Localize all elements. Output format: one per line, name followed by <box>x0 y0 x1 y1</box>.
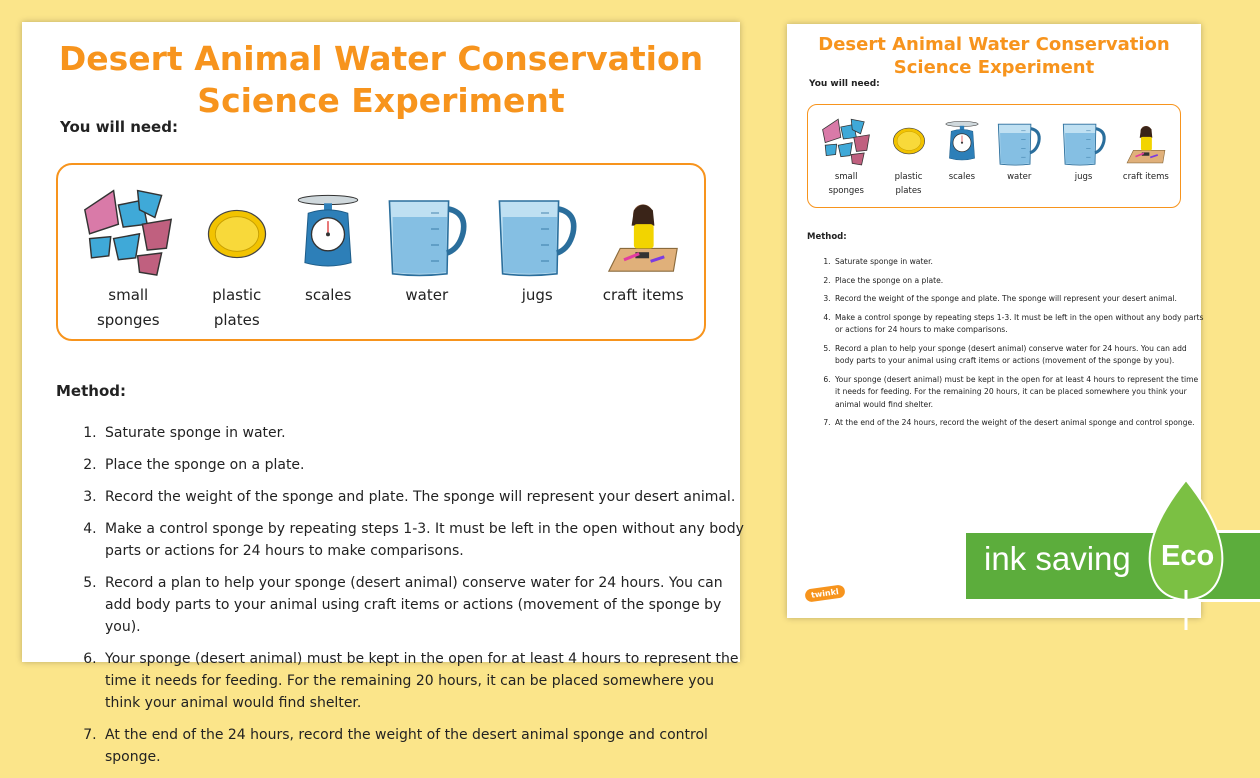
eco-text: Eco <box>1161 540 1215 572</box>
material-plates <box>199 177 275 333</box>
step-item: 4. Make a control sponge by repeating steps 1-3. It must be left in the open without any body parts or actions for 24 hours to make comparisons. <box>833 312 1205 337</box>
craft-items-icon <box>605 197 681 277</box>
material-label: craft items <box>602 286 684 304</box>
material-label: jugs <box>1074 172 1093 182</box>
step-item: 2. Place the sponge on a plate. <box>101 454 751 476</box>
jug-icon <box>1059 122 1109 166</box>
worksheet-page-large <box>22 22 744 765</box>
you-will-need-label: You will need: <box>60 118 178 136</box>
material-jugs <box>1059 112 1109 184</box>
step-item: 6. Your sponge (desert animal) must be kept in the open for at least 4 hours to represent the time it needs for feeding. For the remaining 20 hours, it can be placed somewhere you think your animal would find shelter. <box>101 648 751 714</box>
page-title <box>22 22 740 122</box>
craft-items-icon <box>1125 122 1167 166</box>
step-item: 4. Make a control sponge by repeating steps 1-3. It must be left in the open without any body parts or actions for 24 hours to make comparisons. <box>101 518 751 562</box>
worksheet-page-small <box>787 24 1204 618</box>
step-item: 2. Place the sponge on a plate. <box>833 275 1205 288</box>
method-label: Method: <box>56 382 126 400</box>
plate-icon <box>888 124 930 158</box>
title-line-2: Science Experiment <box>197 81 565 121</box>
scales-icon <box>944 118 980 166</box>
material-jugs <box>492 177 582 308</box>
you-will-need-label: You will need: <box>809 79 880 89</box>
method-label: Method: <box>807 232 847 242</box>
material-label: plastic plates <box>212 286 262 329</box>
material-label: water <box>1007 172 1032 182</box>
step-item: 1. Saturate sponge in water. <box>833 256 1205 269</box>
title-line-2: Science Experiment <box>893 57 1095 79</box>
material-label: craft items <box>1122 172 1169 182</box>
material-scales <box>295 177 361 308</box>
material-label: plastic plates <box>894 172 923 196</box>
title-line-1: Desert Animal Water Conservation <box>818 34 1170 55</box>
material-label: scales <box>948 172 976 182</box>
water-jug-icon <box>994 122 1044 166</box>
material-label: small sponges <box>828 172 864 196</box>
material-scales <box>944 112 980 184</box>
step-item: 7. At the end of the 24 hours, record the weight of the desert animal sponge and control sponge. <box>833 417 1205 430</box>
sponges-icon <box>819 114 873 166</box>
jug-icon <box>492 197 582 277</box>
materials-box-small <box>807 104 1181 208</box>
step-item: 3. Record the weight of the sponge and plate. The sponge will represent your desert animal. <box>833 293 1205 306</box>
title-line-1: Desert Animal Water Conservation <box>58 39 704 78</box>
material-label: scales <box>305 286 352 304</box>
step-item: 5. Record a plan to help your sponge (desert animal) conserve water for 24 hours. You can add body parts to your animal using craft items or actions (movement of the sponge by you). <box>833 343 1205 368</box>
water-jug-icon <box>382 197 472 277</box>
material-water <box>382 177 472 308</box>
material-plates <box>888 112 930 198</box>
materials-box <box>56 163 706 341</box>
method-steps <box>56 422 751 778</box>
twinkl-logo: twinkl <box>804 584 845 602</box>
step-item: 1. Saturate sponge in water. <box>101 422 751 444</box>
ink-saving-text: ink saving <box>984 540 1131 577</box>
sponges-icon <box>78 181 178 277</box>
material-sponges <box>78 177 178 333</box>
method-steps-small <box>807 256 1205 436</box>
step-item: 6. Your sponge (desert animal) must be kept in the open for at least 4 hours to represent the time it needs for feeding. For the remaining 20 hours, it can be placed somewhere you think your animal would find shelter. <box>833 374 1205 412</box>
plate-icon <box>199 203 275 265</box>
scales-icon <box>295 189 361 277</box>
step-item: 3. Record the weight of the sponge and plate. The sponge will represent your desert animal. <box>101 486 751 508</box>
step-item: 7. At the end of the 24 hours, record the weight of the desert animal sponge and control sponge. <box>101 724 751 768</box>
material-craft-items <box>1123 112 1169 184</box>
step-item: 5. Record a plan to help your sponge (desert animal) conserve water for 24 hours. You can add body parts to your animal using craft items or actions (movement of the sponge by you). <box>101 572 751 638</box>
material-craft-items <box>603 177 684 308</box>
material-label: jugs <box>521 286 553 304</box>
material-water <box>994 112 1044 184</box>
material-sponges <box>819 112 873 198</box>
material-label: water <box>405 286 449 304</box>
material-label: small sponges <box>96 286 160 329</box>
page-title-small <box>787 24 1201 79</box>
